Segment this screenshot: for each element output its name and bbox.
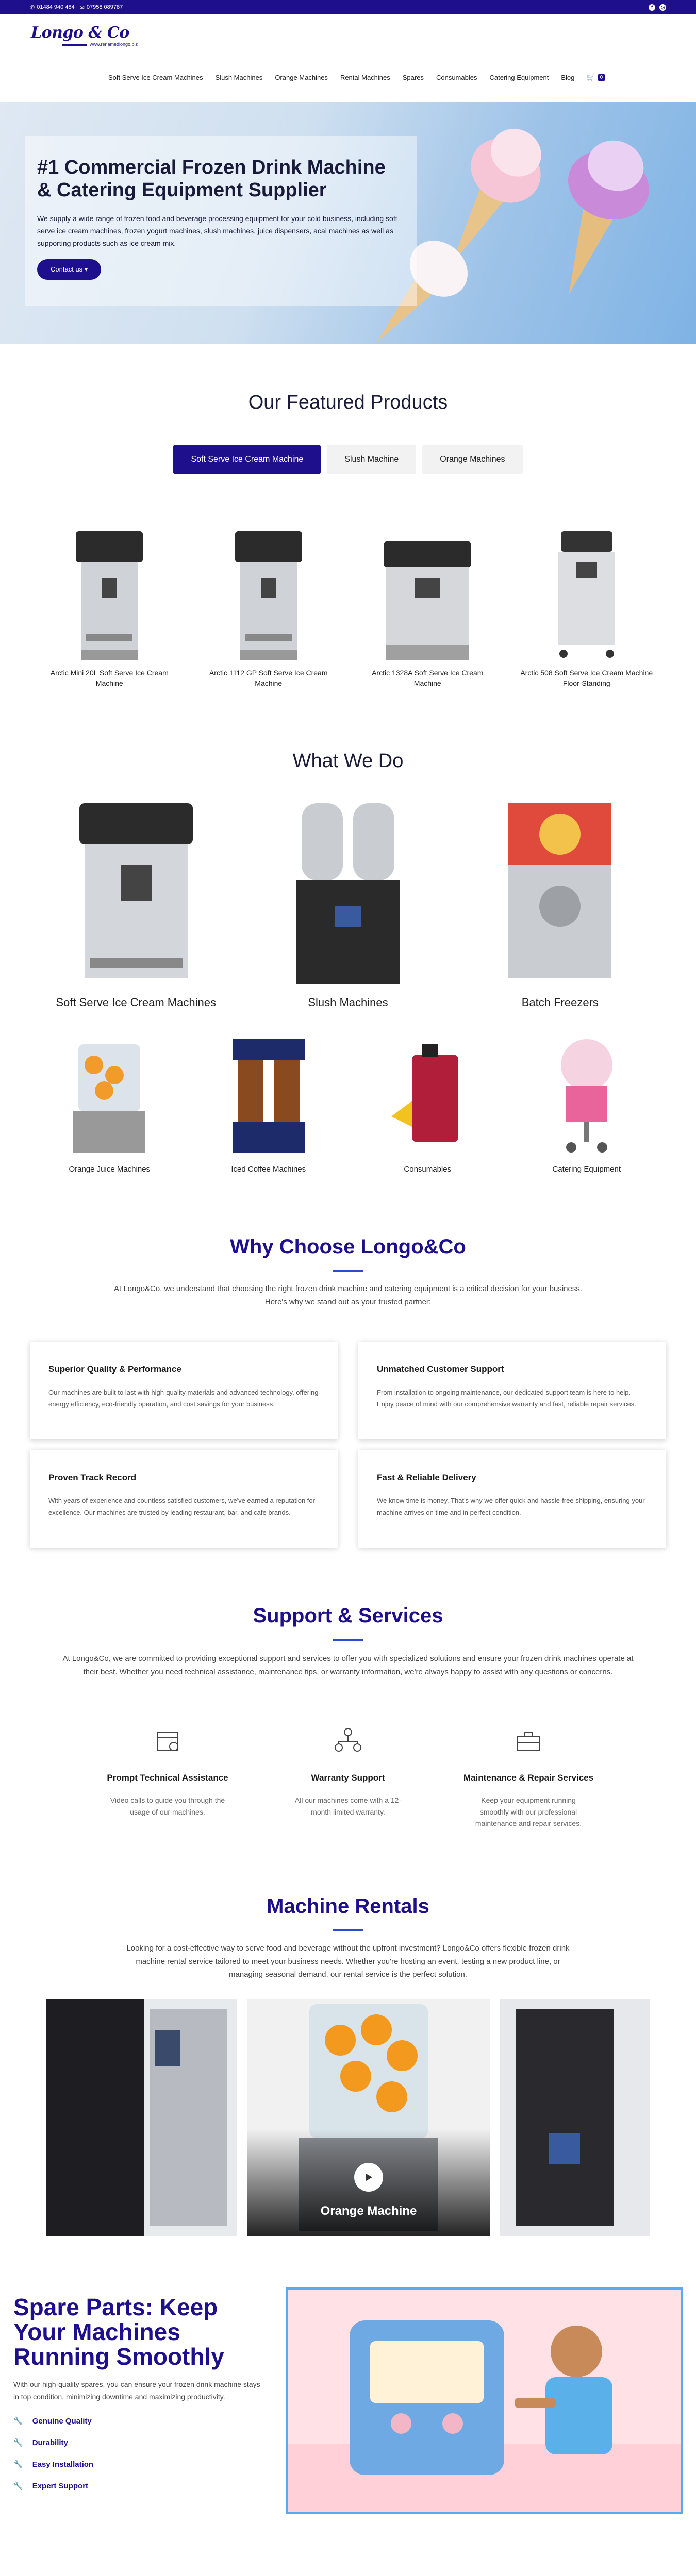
title-underline: [333, 1270, 363, 1272]
title-underline: [333, 1929, 363, 1931]
why-card: Superior Quality & Performance Our machines are built to last with high-quality materials and advanced technology, offering energy efficiency, eco-friendly operation, and cost savings for your business.: [30, 1342, 338, 1439]
wrench-icon: 🔧: [13, 2417, 23, 2426]
support-section: [0, 1548, 696, 1829]
product-image: [30, 526, 189, 660]
product-name: Arctic 508 Soft Serve Ice Cream Machine Floor-Standing: [520, 669, 653, 687]
calendar-icon: [152, 1725, 183, 1756]
site-header: [0, 14, 696, 82]
phone-link[interactable]: ✆ 01484 940 484: [30, 4, 75, 11]
contact-us-button[interactable]: Contact us ▾: [37, 259, 101, 280]
orange-machine-image: [247, 1999, 490, 2236]
category-card[interactable]: [507, 1029, 667, 1174]
feature-item: 🔧 Expert Support: [13, 2481, 89, 2491]
category-card[interactable]: [454, 793, 666, 1009]
cart-count: 0: [598, 74, 606, 81]
hero-card: [25, 136, 417, 306]
rental-caption: Orange Machine: [320, 2204, 417, 2218]
why-title: Why Choose Longo&Co: [230, 1235, 466, 1259]
facebook-icon[interactable]: f: [649, 4, 655, 11]
rental-slide[interactable]: [500, 1999, 650, 2236]
tab-orange[interactable]: Orange Machines: [422, 445, 522, 474]
logo-mark: [62, 44, 87, 46]
why-lead: At Longo&Co, we understand that choosing the right frozen drink machine and catering equipment is a critical decision for your business. Here's why we stand out as your trusted partner:: [113, 1284, 582, 1307]
wrench-icon: 🔧: [13, 2482, 23, 2491]
nav-item-consumables[interactable]: Consumables: [436, 73, 477, 81]
product-name: Arctic Mini 20L Soft Serve Ice Cream Machine: [50, 669, 169, 687]
support-title: Support & Services: [253, 1604, 443, 1628]
network-icon: [333, 1725, 363, 1756]
category-image: [30, 1029, 189, 1158]
category-card[interactable]: [30, 793, 242, 1009]
rentals-title: Machine Rentals: [267, 1895, 429, 1918]
product-image: [507, 526, 667, 660]
category-name: Slush Machines: [308, 996, 388, 1009]
product-image: [348, 526, 507, 660]
top-bar: [0, 0, 696, 14]
chevron-down-icon: ▾: [84, 265, 88, 273]
category-name: Consumables: [404, 1165, 452, 1174]
spare-features: [13, 2416, 265, 2490]
featured-title: Our Featured Products: [248, 392, 448, 413]
repair-illustration: [286, 2287, 683, 2514]
spare-title: Spare Parts: Keep Your Machines Running Smoothly: [13, 2293, 224, 2370]
hero-banner: [0, 102, 696, 344]
feature-item: 🔧 Easy Installation: [13, 2460, 94, 2469]
product-card[interactable]: [30, 526, 189, 688]
support-item: Warranty Support All our machines come with a 12-month limited warranty.: [258, 1725, 438, 1829]
featured-products-section: [0, 344, 696, 688]
tools-icon: [513, 1725, 544, 1756]
nav-item-catering[interactable]: Catering Equipment: [489, 73, 549, 81]
nav-item-spares[interactable]: Spares: [402, 73, 424, 81]
play-icon[interactable]: [354, 2163, 383, 2192]
rental-slide-active[interactable]: [247, 1999, 490, 2236]
category-name: Batch Freezers: [521, 996, 599, 1009]
support-item: Maintenance & Repair Services Keep your equipment running smoothly with our professional maintenance and repair services.: [438, 1725, 619, 1829]
category-image: [454, 793, 666, 989]
wrench-icon: 🔧: [13, 2460, 23, 2469]
nav-item-rental[interactable]: Rental Machines: [340, 73, 390, 81]
why-card: Unmatched Customer Support From installation to ongoing maintenance, our dedicated support team is here to help. Enjoy peace of mind with our comprehensive warranty and fast, reliable repair services.: [358, 1342, 666, 1439]
tab-slush[interactable]: Slush Machine: [327, 445, 416, 474]
category-image: [348, 1029, 507, 1158]
instagram-icon[interactable]: ◎: [659, 4, 666, 11]
hero-title: #1 Commercial Frozen Drink Machine & Catering Equipment Supplier: [37, 157, 386, 201]
category-card[interactable]: [189, 1029, 349, 1174]
product-card[interactable]: [189, 526, 349, 688]
category-grid-large: [0, 793, 696, 1009]
product-name: Arctic 1112 GP Soft Serve Ice Cream Machine: [209, 669, 328, 687]
why-card: Fast & Reliable Delivery We know time is money. That's why we offer quick and hassle-free shipping, ensuring your machine arrives on time and in perfect condition.: [358, 1450, 666, 1548]
feature-item: 🔧 Durability: [13, 2438, 68, 2448]
category-image: [242, 793, 454, 989]
product-grid: [0, 526, 696, 688]
category-image: [189, 1029, 349, 1158]
site-logo[interactable]: Longo & Co www.renamedlongo.biz: [31, 24, 138, 47]
wrench-icon: 🔧: [13, 2438, 23, 2448]
category-card[interactable]: [30, 1029, 189, 1174]
whatsapp-link[interactable]: ✉ 07958 089787: [79, 4, 123, 11]
rental-machine-image: [500, 1999, 650, 2236]
support-items: [0, 1725, 696, 1829]
tab-soft-serve[interactable]: Soft Serve Ice Cream Machine: [173, 445, 321, 474]
nav-item-orange[interactable]: Orange Machines: [275, 73, 328, 81]
category-card[interactable]: [348, 1029, 507, 1174]
product-card[interactable]: [507, 526, 667, 688]
whatsapp-icon: ✉: [79, 4, 85, 11]
rentals-section: [0, 1829, 696, 2236]
rental-machine-image: [46, 1999, 237, 2236]
category-name: Iced Coffee Machines: [231, 1165, 306, 1174]
category-image: [30, 793, 242, 989]
category-name: Catering Equipment: [552, 1165, 621, 1174]
nav-item-soft-serve[interactable]: Soft Serve Ice Cream Machines: [108, 73, 203, 81]
feature-item: 🔧 Genuine Quality: [13, 2416, 92, 2426]
nav-item-slush[interactable]: Slush Machines: [215, 73, 263, 81]
category-name: Orange Juice Machines: [69, 1165, 151, 1174]
spare-parts-section: [0, 2287, 696, 2514]
rentals-lead: Looking for a cost-effective way to serve food and beverage without the upfront investment? Longo&Co offers flexible frozen drink machine rental service tailored to meet your business needs. Whether you're hosting an event, testing a new product line, or managing seasonal demand, our rental service is the perfect solution.: [126, 1944, 570, 1979]
what-title: What We Do: [292, 750, 404, 772]
product-card[interactable]: [348, 526, 507, 688]
category-name: Soft Serve Ice Cream Machines: [56, 996, 216, 1009]
spare-text: With our high-quality spares, you can ensure your frozen drink machine stays in top condition, minimizing downtime and maximizing productivity.: [13, 2380, 260, 2401]
nav-item-blog[interactable]: Blog: [561, 73, 575, 81]
product-name: Arctic 1328A Soft Serve Ice Cream Machine: [372, 669, 484, 687]
why-cards: [0, 1342, 696, 1548]
cart-button[interactable]: [587, 73, 605, 81]
main-nav: [108, 73, 665, 81]
phone-icon: ✆: [30, 4, 35, 11]
why-card: Proven Track Record With years of experience and countless satisfied customers, we've earned a reputation for excellence. Our machines are trusted by leading restaurant, bar, and cafe brands.: [30, 1450, 338, 1548]
rental-slide[interactable]: [46, 1999, 237, 2236]
support-item: Prompt Technical Assistance Video calls to guide you through the usage of our machines.: [77, 1725, 258, 1829]
product-tabs: [0, 445, 696, 474]
category-image: [507, 1029, 667, 1158]
what-we-do-section: [0, 688, 696, 1174]
why-choose-section: [0, 1174, 696, 1548]
title-underline: [333, 1639, 363, 1641]
hero-text: We supply a wide range of frozen food and beverage processing equipment for your cold business, including soft serve ice cream machines, frozen yogurt machines, slush machines, juice dispensers, acai machines as well as supporting products such as ice cream mix.: [37, 214, 397, 247]
category-grid-small: [0, 1029, 696, 1174]
support-lead: At Longo&Co, we are committed to providing exceptional support and services to offer you with specialized solutions and ensure your frozen drink machines operate at their best. Whether you need technical assistance, maintenance tips, or warranty information, we're always happy to assist with any questions or concerns.: [62, 1654, 634, 1676]
category-card[interactable]: [242, 793, 454, 1009]
cart-icon: 🛒: [587, 73, 595, 81]
rental-carousel[interactable]: [0, 1999, 696, 2236]
product-image: [189, 526, 349, 660]
